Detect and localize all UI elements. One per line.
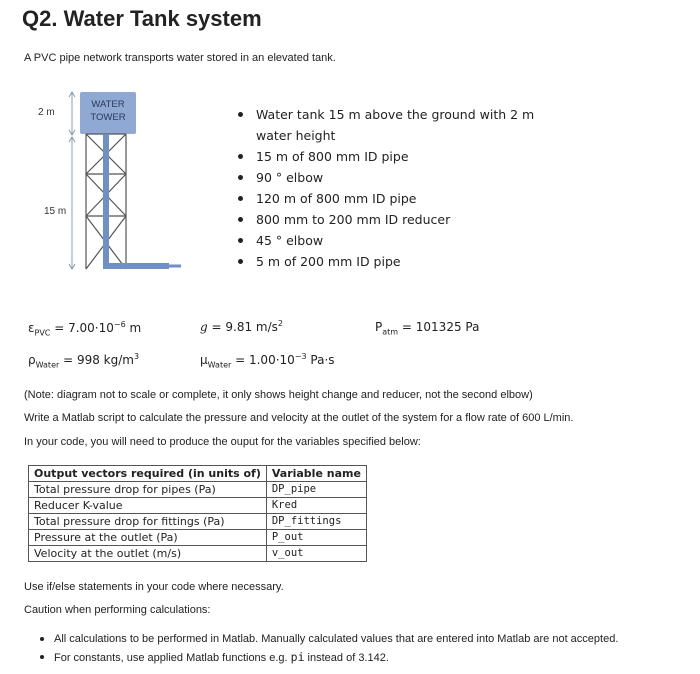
task-text: Write a Matlab script to calculate the pressure and velocity at the outlet of the system for a flow rate of 600 L/min. — [24, 412, 574, 424]
table-cell: Pressure at the outlet (Pa) — [29, 530, 267, 546]
table-cell: Kred — [266, 498, 366, 514]
caution-item: All calculations to be performed in Matlab. Manually calculated values that are entered into Matlab are not accepted. — [40, 630, 618, 648]
tank-label-line2: TOWER — [90, 112, 126, 123]
height-tower-label: 15 m — [44, 206, 67, 217]
table-row — [29, 514, 367, 530]
table-cell: Reducer K-value — [29, 498, 267, 514]
table-row — [29, 498, 367, 514]
table-row — [29, 546, 367, 562]
constant-rho: $\rho_{Water} = 998$ $kg/m^3$ — [28, 352, 140, 370]
spec-item: 15 m of 800 mm ID pipe — [236, 146, 546, 167]
constant-eps: $\varepsilon_{PVC} = 7.00\cdot 10^{-6}$ m — [28, 320, 142, 338]
spec-item: 800 mm to 200 mm ID reducer — [236, 209, 546, 230]
page-title: Q2. Water Tank system — [22, 6, 262, 31]
constant-mu: $\mu_{Water} = 1.00\cdot 10^{-3}$ Pa·s — [200, 352, 335, 370]
system-specification-list — [236, 104, 546, 272]
water-tower-diagram — [30, 88, 200, 278]
tank-label-line1: WATER — [91, 99, 125, 110]
height-tank-label: 2 m — [38, 107, 55, 118]
vertical-pipe — [103, 134, 109, 269]
spec-item: 120 m of 800 mm ID pipe — [236, 188, 546, 209]
horizontal-pipe — [103, 263, 169, 269]
diagram-note: (Note: diagram not to scale or complete, it only shows height change and reducer, not the second elbow) — [24, 389, 533, 401]
table-header-row — [29, 466, 367, 482]
table-header-cell: Variable name — [266, 466, 366, 482]
ifelse-text: Use if/else statements in your code where necessary. — [24, 581, 284, 593]
table-cell: v_out — [266, 546, 366, 562]
table-cell: DP_fittings — [266, 514, 366, 530]
table-cell: P_out — [266, 530, 366, 546]
spec-item: Water tank 15 m above the ground with 2 m water height — [236, 104, 546, 146]
caution-item: For constants, use applied Matlab functions e.g. pi instead of 3.142. — [40, 648, 618, 667]
code-pi: pi — [290, 650, 305, 664]
table-row — [29, 530, 367, 546]
output-variables-table — [28, 465, 367, 562]
table-cell: DP_pipe — [266, 482, 366, 498]
reducer-pipe — [169, 265, 181, 268]
table-header-cell: Output vectors required (in units of) — [29, 466, 267, 482]
constant-patm: $P_{atm} = 101325$ Pa — [375, 320, 480, 337]
spec-item: 90 ° elbow — [236, 167, 546, 188]
table-row — [29, 482, 367, 498]
constant-g: g = 9.81 $m/s^2$ — [200, 319, 283, 334]
instruction-text: In your code, you will need to produce the ouput for the variables specified below: — [24, 436, 421, 448]
dimension-arrows — [69, 92, 75, 269]
intro-text: A PVC pipe network transports water stored in an elevated tank. — [24, 52, 336, 64]
caution-list — [40, 630, 618, 667]
caution-text: Caution when performing calculations: — [24, 604, 211, 616]
table-cell: Total pressure drop for fittings (Pa) — [29, 514, 267, 530]
table-cell: Velocity at the outlet (m/s) — [29, 546, 267, 562]
table-cell: Total pressure drop for pipes (Pa) — [29, 482, 267, 498]
spec-item: 45 ° elbow — [236, 230, 546, 251]
spec-item: 5 m of 200 mm ID pipe — [236, 251, 546, 272]
